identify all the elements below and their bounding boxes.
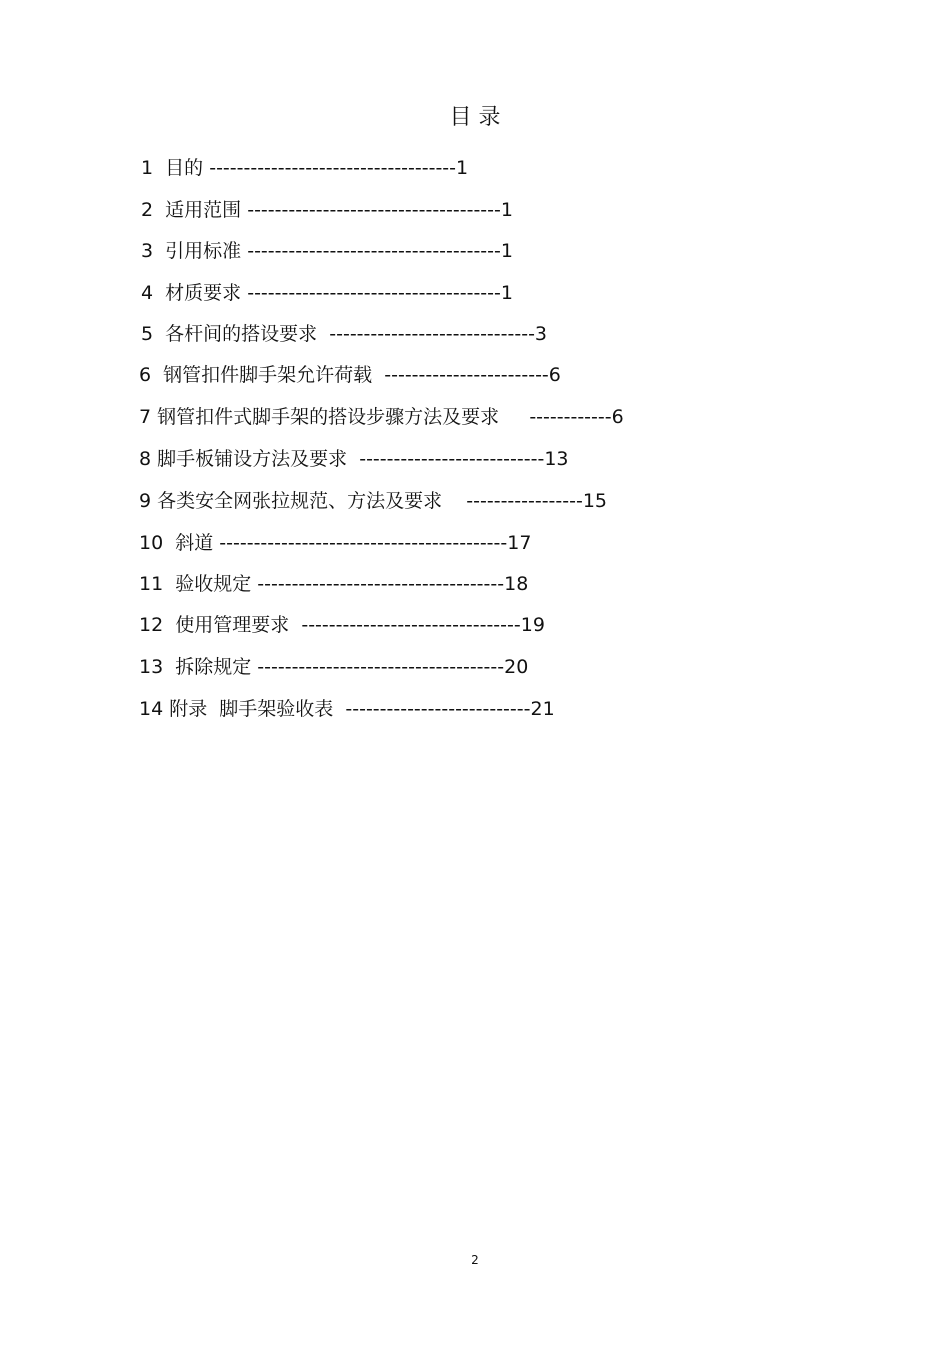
toc-entry[interactable]: 9 各类安全网张拉规范、方法及要求 -----------------15 xyxy=(139,490,608,512)
toc-entry[interactable]: 2 适用范围 -------------------------------------1 xyxy=(141,199,513,221)
toc-entry[interactable]: 10 斜道 ------------------------------------------17 xyxy=(139,532,532,554)
toc-entry[interactable]: 5 各杆间的搭设要求 ------------------------------3 xyxy=(141,323,548,345)
toc-entry[interactable]: 13 拆除规定 ------------------------------------20 xyxy=(139,656,529,678)
toc-title: 目 录 xyxy=(449,105,501,130)
toc-entry[interactable]: 7 钢管扣件式脚手架的搭设步骤方法及要求 ------------6 xyxy=(139,406,624,428)
toc-entry[interactable]: 1 目的 ------------------------------------1 xyxy=(141,157,469,179)
page-number: 2 xyxy=(471,1253,479,1267)
toc-entry[interactable]: 6 钢管扣件脚手架允许荷载 ------------------------6 xyxy=(139,364,561,386)
toc-entry[interactable]: 4 材质要求 -------------------------------------1 xyxy=(141,282,513,304)
toc-entry[interactable]: 3 引用标准 -------------------------------------1 xyxy=(141,240,513,262)
toc-entry[interactable]: 12 使用管理要求 --------------------------------19 xyxy=(139,614,545,636)
toc-entry[interactable]: 14 附录 脚手架验收表 ---------------------------21 xyxy=(139,698,555,720)
toc-entry[interactable]: 8 脚手板铺设方法及要求 ---------------------------13 xyxy=(139,448,569,470)
toc-entry[interactable]: 11 验收规定 ------------------------------------18 xyxy=(139,573,529,595)
